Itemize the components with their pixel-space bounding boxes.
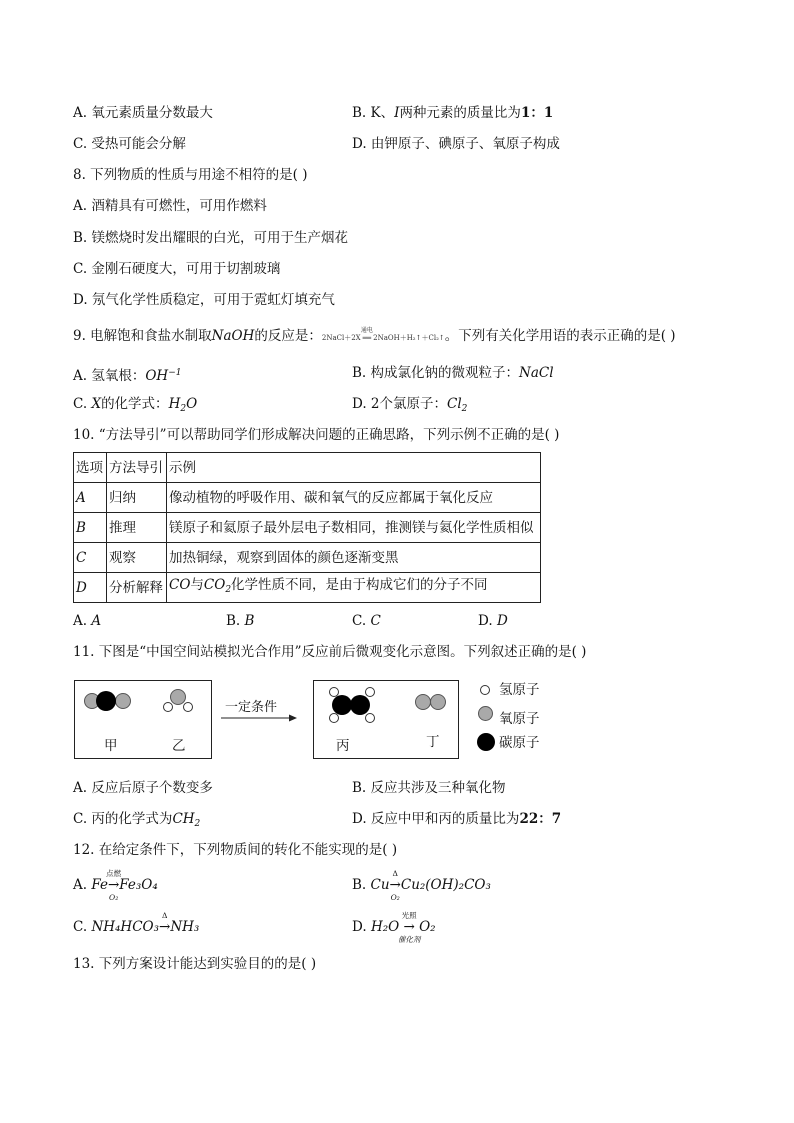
q9-naoh: NaOH xyxy=(211,328,255,344)
legend-hydrogen-label: 氢原子 xyxy=(499,682,540,698)
carbon-atom xyxy=(332,695,352,715)
choice-label: C. xyxy=(352,613,371,629)
q9-c-sub: 2 xyxy=(180,404,187,414)
choice-label: D. xyxy=(478,613,497,629)
q11-d-ratio: 22：7 xyxy=(519,811,562,827)
table-row xyxy=(74,483,541,513)
hydrogen-atom xyxy=(329,713,339,723)
q9-a-formula: OH xyxy=(145,368,169,384)
q8-option-b: B. 镁燃烧时发出耀眼的白光，可用于生产烟花 xyxy=(73,230,349,246)
choice-var: A xyxy=(91,613,102,629)
q9-option-b xyxy=(352,364,554,382)
q8-option-d: D. 氖气化学性质稳定，可用于霓虹灯填充气 xyxy=(73,292,335,308)
q12-c-label: C. xyxy=(73,919,92,935)
legend-carbon-label: 碳原子 xyxy=(499,735,540,751)
table-header-row xyxy=(74,453,541,483)
q8-option-a: A. 酒精具有可燃性，可用作燃料 xyxy=(73,198,267,214)
q12-b-from: Cu xyxy=(370,877,390,893)
q11-c-formula: CH xyxy=(172,811,195,827)
q12-a-bot: O₂ xyxy=(109,893,119,902)
q10-choice-c xyxy=(352,612,381,630)
table-cell-method: 分析解释 xyxy=(107,573,167,603)
q7-option-b xyxy=(352,104,553,122)
q11-c-text: C. 丙的化学式为 xyxy=(73,811,173,827)
formula-co: CO xyxy=(169,577,191,593)
q12-d-to: O₂ xyxy=(419,919,436,935)
q9-stem-a: 9. 电解饱和食盐水制取 xyxy=(73,328,212,344)
ex-mid: 与 xyxy=(190,577,204,593)
q9-c-text2: 的化学式： xyxy=(101,396,169,412)
hydrogen-atom xyxy=(365,713,375,723)
oxygen-atom xyxy=(415,694,431,710)
q12-b-bot: O₂ xyxy=(390,893,400,902)
q9-c-x: X xyxy=(91,396,102,412)
label-yi: 乙 xyxy=(172,738,186,754)
q11-option-b: B. 反应共涉及三种氧化物 xyxy=(352,780,506,796)
choice-var: C xyxy=(370,613,381,629)
choice-label: B. xyxy=(226,613,245,629)
choice-var: D xyxy=(496,613,508,629)
q12-a-label: A. xyxy=(73,877,92,893)
q12-c-to: NH₃ xyxy=(170,919,200,935)
table-cell-example: 镁原子和氦原子最外层电子数相同，推测镁与氦化学性质相似 xyxy=(167,513,541,543)
table-cell-method: 归纳 xyxy=(107,483,167,513)
q10-choice-b xyxy=(226,612,254,630)
q8-stem: 8. 下列物质的性质与用途不相符的是( ) xyxy=(73,167,308,183)
q9-a-text: A. 氢氧根： xyxy=(73,368,146,384)
formula-co2: CO xyxy=(203,577,226,593)
label-jia: 甲 xyxy=(104,738,118,754)
carbon-atom xyxy=(96,691,116,711)
q9-d-text: D. 2个氯原子： xyxy=(352,396,448,412)
label-bing: 丙 xyxy=(336,738,350,754)
formula-co2-sub: 2 xyxy=(225,585,232,595)
legend-carbon-icon xyxy=(477,733,495,751)
q12-b-to: Cu₂(OH)₂CO₃ xyxy=(400,877,491,893)
q9-c-formula2: O xyxy=(186,396,198,412)
q12-a-to: Fe₃O₄ xyxy=(119,877,158,893)
q11-stem: 11. 下图是“中国空间站模拟光合作用”反应前后微观变化示意图。下列叙述正确的是( ) xyxy=(73,644,587,660)
table-cell-option: D xyxy=(74,573,107,603)
choice-label: A. xyxy=(73,613,92,629)
q9-stem-c: 。下列有关化学用语的表示正确的是( ) xyxy=(444,328,676,344)
reaction-arrow-icon xyxy=(221,713,297,723)
q9-a-sup: −1 xyxy=(168,368,182,378)
q12-d-bot: 催化剂 xyxy=(397,935,421,944)
q12-stem: 12. 在给定条件下，下列物质间的转化不能实现的是( ) xyxy=(73,842,398,858)
q12-option-c: C. NH₄HCO₃ Δ →NH₃ xyxy=(73,918,199,936)
q12-d-label: D. xyxy=(352,919,371,935)
table-cell-example: 像动植物的呼吸作用、碳和氧气的反应都属于氧化反应 xyxy=(167,483,541,513)
hydrogen-atom xyxy=(163,702,173,712)
label-ding: 丁 xyxy=(426,734,440,750)
q7-b-prefix: B. K、 xyxy=(352,105,395,121)
arrow-label: 一定条件 xyxy=(225,700,278,715)
q12-option-a: A. Fe 点燃 O₂ →Fe₃O₄ xyxy=(73,876,158,894)
q9-equation: 2NaCl＋2X 通电 ══ 2NaOH＋H₂↑＋Cl₂↑ xyxy=(322,334,445,342)
table-header-method: 方法导引 xyxy=(107,453,167,483)
q12-a-top: 点燃 xyxy=(106,869,122,878)
q11-c-sub: 2 xyxy=(194,819,201,829)
q9-option-a xyxy=(73,364,181,385)
table-cell-option: C xyxy=(74,543,107,573)
q9-c-text: C. xyxy=(73,396,92,412)
table-header-option: 选项 xyxy=(74,453,107,483)
q9-b-formula: NaCl xyxy=(519,365,554,381)
oxygen-atom xyxy=(430,694,446,710)
choice-var: B xyxy=(244,613,255,629)
q9-stem xyxy=(73,327,676,347)
q12-d-from: H₂O xyxy=(370,919,400,935)
q9-stem-b: 的反应是： xyxy=(254,328,322,344)
q7-b-var: I xyxy=(394,105,400,121)
q11-option-d xyxy=(352,810,561,828)
hydrogen-atom xyxy=(365,687,375,697)
table-row xyxy=(74,513,541,543)
q12-a-from: Fe xyxy=(91,877,108,893)
q9-eq-right: 2NaOH＋H₂↑＋Cl₂↑ xyxy=(373,334,445,342)
table-header-example: 示例 xyxy=(167,453,541,483)
q12-c-top: Δ xyxy=(161,911,168,920)
table-cell-method: 推理 xyxy=(107,513,167,543)
q9-c-formula: H xyxy=(168,396,181,412)
q12-option-b: B. Cu Δ O₂ →Cu₂(OH)₂CO₃ xyxy=(352,876,491,894)
q10-choice-d xyxy=(478,612,508,630)
oxygen-atom xyxy=(115,693,131,709)
q11-option-a: A. 反应后原子个数变多 xyxy=(73,780,213,796)
q11-d-text: D. 反应中甲和丙的质量比为 xyxy=(352,811,520,827)
hydrogen-atom xyxy=(329,687,339,697)
carbon-atom xyxy=(350,695,370,715)
ex-rest: 化学性质不同，是由于构成它们的分子不同 xyxy=(231,577,488,593)
legend-oxygen-icon xyxy=(478,706,493,721)
q12-b-top: Δ xyxy=(392,869,398,878)
q9-option-d xyxy=(352,395,467,418)
q12-d-top: 光照 xyxy=(401,911,417,920)
q13-stem: 13. 下列方案设计能达到实验目的的是( ) xyxy=(73,956,317,972)
q9-b-text: B. 构成氯化钠的微观粒子： xyxy=(352,365,520,381)
q12-option-d: D. H₂O 光照 催化剂 → O₂ xyxy=(352,918,436,936)
legend-hydrogen-icon xyxy=(480,685,490,695)
table-cell-option: B xyxy=(74,513,107,543)
reactant-box xyxy=(74,680,212,759)
q10-table xyxy=(73,452,541,603)
table-cell-example xyxy=(167,573,541,603)
table-cell-option: A xyxy=(74,483,107,513)
q9-eq-cond: 通电 xyxy=(360,327,373,334)
table-row xyxy=(74,543,541,573)
table-cell-example: 加热铜绿，观察到固体的颜色逐渐变黑 xyxy=(167,543,541,573)
q12-b-label: B. xyxy=(352,877,371,893)
q7-option-a: A. 氧元素质量分数最大 xyxy=(73,105,213,121)
q12-c-from: NH₄HCO₃ xyxy=(91,919,160,935)
q9-d-formula: Cl xyxy=(447,396,462,412)
q10-stem: 10. “方法导引”可以帮助同学们形成解决问题的正确思路，下列示例不正确的是( ) xyxy=(73,427,560,443)
hydrogen-atom xyxy=(183,702,193,712)
q7-option-c: C. 受热可能会分解 xyxy=(73,136,186,152)
q7-b-ratio: 1：1 xyxy=(520,105,554,121)
q11-option-c xyxy=(73,810,200,833)
legend-oxygen-label: 氧原子 xyxy=(499,711,540,727)
q8-option-c: C. 金刚石硬度大，可用于切割玻璃 xyxy=(73,261,281,277)
q9-eq-left: 2NaCl＋2X xyxy=(321,334,361,342)
q10-choice-a xyxy=(73,612,101,630)
q7-b-suffix: 两种元素的质量比为 xyxy=(399,105,521,121)
table-cell-method: 观察 xyxy=(107,543,167,573)
q9-option-c xyxy=(73,395,197,418)
q7-option-d: D. 由钾原子、碘原子、氧原子构成 xyxy=(352,136,560,152)
table-row xyxy=(74,573,541,603)
q9-d-sub: 2 xyxy=(461,404,468,414)
